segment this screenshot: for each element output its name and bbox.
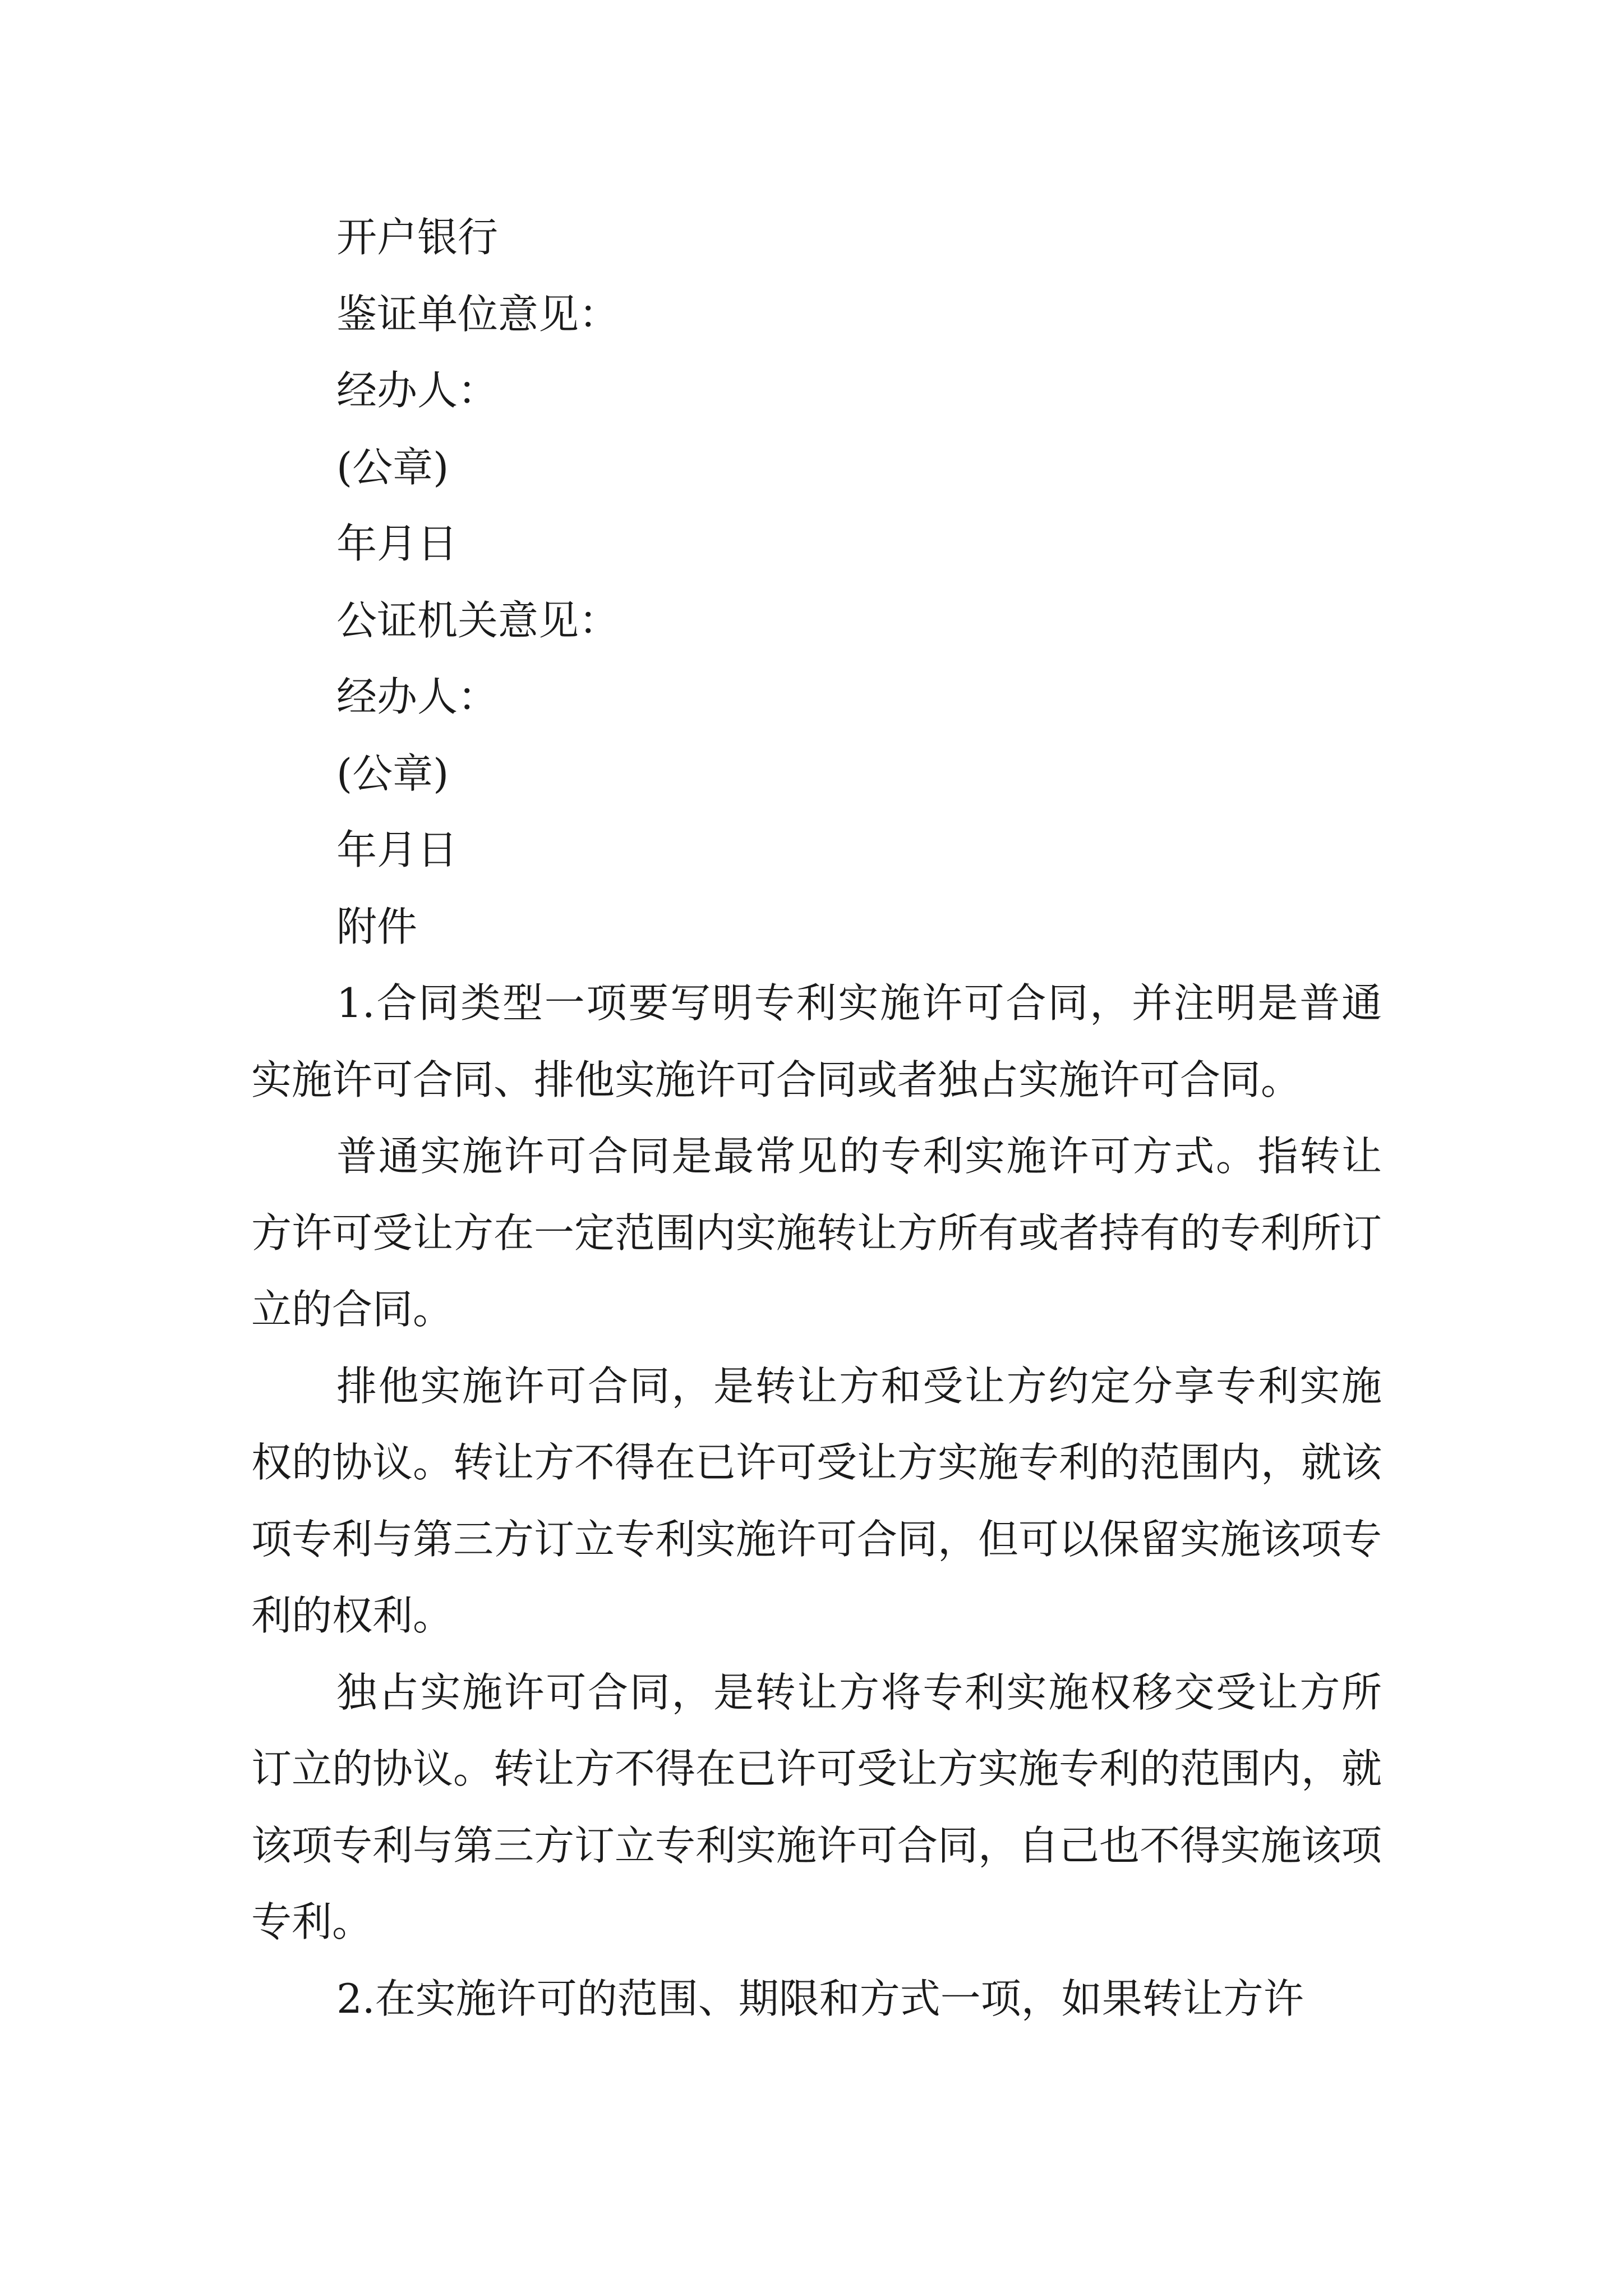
paragraph-ordinary-license: 普通实施许可合同是最常见的专利实施许可方式。指转让方许可受让方在一定范围内实施转让方所有或者持有的专利所订立的合同。 xyxy=(251,1133,1382,1333)
document-body xyxy=(251,199,1382,2037)
attestation-unit-opinion-label: 鉴证单位意见： xyxy=(336,290,620,338)
notary-seal-label: (公章) xyxy=(336,749,449,797)
paragraph-sole-license: 独占实施许可合同，是转让方将专利实施权移交受让方所订立的协议。转让方不得在已许可受让方实施专利的范围内，就该项专利与第三方订立专利实施许可合同，自己也不得实施该项专利。 xyxy=(251,1668,1382,1945)
bank-label: 开户银行 xyxy=(336,214,499,261)
attestation-seal-label: (公章) xyxy=(336,443,449,491)
notary-date-label: 年月日 xyxy=(336,826,458,873)
notary-handler-label: 经办人： xyxy=(336,673,499,720)
paragraph-scope-term-method: 2.在实施许可的范围、期限和方式一项，如果转让方许 xyxy=(336,1975,1304,2022)
attestation-date-label: 年月日 xyxy=(336,520,458,567)
paragraph-exclusive-license: 排他实施许可合同，是转让方和受让方约定分享专利实施权的协议。转让方不得在已许可受让方实施专利的范围内，就该项专利与第三方订立专利实施许可合同，但可以保留实施该项专利的权利。 xyxy=(251,1362,1382,1639)
paragraph-contract-type: 1.合同类型一项要写明专利实施许可合同，并注明是普通实施许可合同、排他实施许可合同或者独占实施许可合同。 xyxy=(251,979,1382,1103)
notary-opinion-label: 公证机关意见： xyxy=(336,596,620,644)
attachment-heading: 附件 xyxy=(336,903,418,950)
attestation-handler-label: 经办人： xyxy=(336,367,499,414)
